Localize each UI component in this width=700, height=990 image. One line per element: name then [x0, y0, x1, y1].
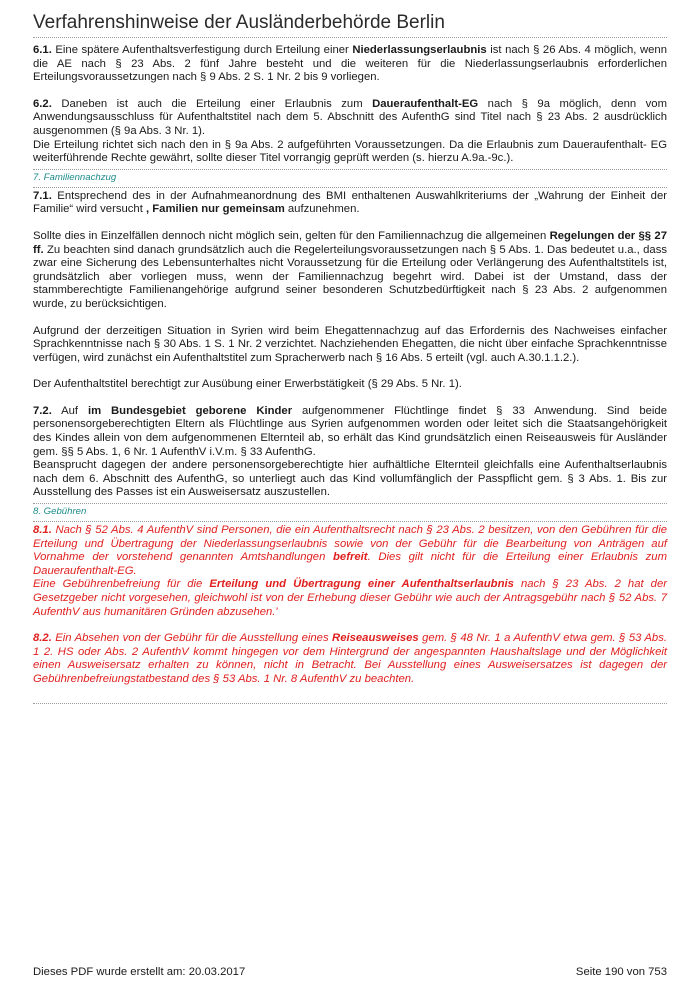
header-divider [33, 37, 667, 38]
paragraph-text: Der Aufenthaltstitel berechtigt zur Ausübung einer Erwerbstätigkeit (§ 29 Abs. 5 Nr. 1). [33, 378, 462, 391]
paragraph-8-1 [33, 524, 667, 619]
footer-page-number: Seite 190 von 753 [575, 966, 667, 978]
paragraph-number: 8.1. [33, 524, 52, 537]
document-body [33, 44, 667, 704]
paragraph-number: 6.1. [33, 44, 52, 56]
paragraph-6-2 [33, 98, 667, 166]
paragraph-bold: Regelungen der §§ 27 ff. [33, 229, 667, 256]
paragraph-text: gem. § 48 Nr. 1 a AufenthV etwa gem. § 53 Abs. 1 2. HS oder Abs. 2 AufenthV kommt hingegen vor dem Hintergrund der angespannten Haushaltslage und der Möglichkeit einen Ausweisersatz erhalten zu können, nicht in Betracht. Bei Ausstellung eines Ausweisersatzes ist dagegen der Gebührenbefreiungstatbestand des § 53 Abs. 1 Nr. 8 AufenthV zu beachten. [33, 632, 667, 685]
paragraph-bold: Daueraufenthalt-EG [372, 97, 479, 110]
section-heading-familiennachzug: 7. Familiennachzug [33, 169, 667, 184]
paragraph-text: ist nach § 26 Abs. 4 möglich, wenn die AE nach § 23 Abs. 2 fünf Jahre besteht und die weiteren für die Niederlassungserlaubnis erforderlichen Erteilungsvoraussetzungen nach § 9 Abs. 2 S. 1 Nr. 2 bis 9 vorliegen. [33, 44, 667, 84]
paragraph-text: Sollte dies in Einzelfällen dennoch nicht möglich sein, gelten für den Familiennachzug die allgemeinen [33, 229, 550, 242]
paragraph-text: Ein Absehen von der Gebühr für die Ausstellung eines [51, 632, 333, 645]
paragraph-7-1-c [33, 325, 667, 366]
paragraph-bold: im Bundesgebiet geborene Kinder [87, 404, 293, 417]
paragraph-7-1 [33, 190, 667, 217]
paragraph-bold: , Familien nur gemeinsam [146, 203, 285, 216]
paragraph-text: Eine spätere Aufenthaltsverfestigung durch Erteilung einer [51, 44, 353, 56]
paragraph-text: Daneben ist auch die Erteilung einer Erlaubnis zum [51, 97, 373, 110]
paragraph-text: Entsprechend des in der Aufnahmeanordnung des BMI enthaltenen Auswahlkriteriums der „Wahrung der Einheit der Familie“ wird versucht [33, 189, 667, 216]
paragraph-bold: Niederlassungserlaubnis [352, 44, 487, 56]
paragraph-bold: befreit [333, 551, 368, 564]
paragraph-text: Auf [51, 404, 88, 417]
paragraph-text: aufgenommener Flüchtlinge findet § 33 Anwendung. Sind beide personensorgeberechtigten Eltern als Flüchtlinge aus Syrien aufgenommen worden oder leitet sich die Staatsangehörigkeit des Kindes allein von dem aufgenommenen Elternteil ab, so erhält das Kind grundsätzlich einen Reiseausweis für Ausländer gem. §§ 5 Abs. 1, 6 Nr. 1 AufenthV i.V.m. § 33 AufenthG. [33, 404, 667, 458]
paragraph-bold: Erteilung und Übertragung einer Aufenthaltserlaubnis [209, 578, 514, 591]
footer-created-date: Dieses PDF wurde erstellt am: 20.03.2017 [33, 966, 246, 978]
paragraph-text: nach § 9a möglich, denn vom Anwendungsausschluss für Aufenthaltstitel nach dem 5. Abschnitt des AufenthG sind Titel nach § 23 Abs. 2 ausdrücklich ausgenommen (§ 9a Abs. 3 Nr. 1). [33, 97, 667, 137]
paragraph-text: Die Erteilung richtet sich nach den in § 9a Abs. 2 aufgeführten Voraussetzungen. Da die Erlaubnis zum Daueraufenthalt- EG weiterführende Rechte gewährt, sollte dieser Titel vorrangig geprüft werden (s. hierzu A.9a.-9c.). [33, 138, 667, 165]
paragraph-text: Eine Gebührenbefreiung für die [33, 578, 210, 591]
paragraph-number: 6.2. [33, 97, 52, 110]
paragraph-7-1-d [33, 378, 667, 392]
paragraph-bold: Reiseausweises [332, 632, 419, 645]
paragraph-7-1-b [33, 230, 667, 312]
paragraph-text: Aufgrund der derzeitigen Situation in Syrien wird beim Ehegattennachzug auf das Erfordernis des Nachweises einfacher Sprachkenntnisse nach § 30 Abs. 1 S. 1 Nr. 2 verzichtet. Nachziehenden Ehegatten, die nicht über einfache Sprachkenntnisse verfügen, wird zunächst ein Aufenthaltstitel zum Spracherwerb nach § 16 Abs. 5 erteilt (vgl. auch A.30.1.1.2.). [33, 324, 667, 364]
paragraph-text: Zu beachten sind danach grundsätzlich auch die Regelerteilungsvoraussetzungen nach § 5 Abs. 1. Das bedeutet u.a., dass zwar eine Sicherung des Lebensunterhaltes nicht Voraussetzung für die Erteilung oder Verlängerung des Aufenthaltstitels ist, grundsätzlich aber vorliegen muss, wenn der Familiennachzug begehrt wird. Dabei ist der Umstand, dass der stammberechtigte Familienangehörige aufgrund seiner besonderen Schutzbedürftigkeit nach § 23 Abs. 2 aufgenommen wurde, zu berücksichtigen. [33, 243, 667, 310]
paragraph-text: aufzunehmen. [284, 203, 360, 216]
paragraph-6-1 [33, 44, 667, 85]
paragraph-7-2 [33, 405, 667, 500]
paragraph-number: 7.1. [33, 189, 52, 202]
section-divider [33, 521, 667, 522]
paragraph-text: Nach § 52 Abs. 4 AufenthV sind Personen, die ein Aufenthaltsrecht nach § 23 Abs. 2 besitzen, von den Gebühren für die Erteilung und Übertragung der Niederlassungserlaubnis sowie von der Gebühr für die Bearbeitung von Anträgen auf Vornahme der vorstehend genannten Amtshandlungen [33, 524, 667, 564]
content-end-divider [33, 703, 667, 704]
paragraph-number: 7.2. [33, 404, 52, 417]
paragraph-8-2 [33, 632, 667, 686]
paragraph-text: nach § 23 Abs. 2 hat der Gesetzgeber nicht vorgesehen, gleichwohl ist von der Erhebung dieser Gebühr wie auch der Antragsgebühr nach § 52 Abs. 7 AufenthV aus humanitären Gründen abzusehen.' [33, 578, 668, 618]
section-divider [33, 187, 667, 188]
section-heading-gebuehren: 8. Gebühren [33, 503, 667, 518]
page-title: Verfahrenshinweise der Ausländerbehörde Berlin [33, 12, 445, 33]
paragraph-number: 8.2. [33, 632, 52, 645]
paragraph-text: . Dies gilt nicht für die Erteilung einer Erlaubnis zum Daueraufenthalt-EG. [33, 551, 667, 577]
paragraph-text: Beansprucht dagegen der andere personensorgeberechtigte hier aufhältliche Elternteil gleichfalls eine Aufenthaltserlaubnis nach dem 6. Abschnitt des AufenthG, so unterliegt auch das Kind vollumfänglich der Passpflicht gem. § 3 Abs. 1. Bis zur Ausstellung des Passes ist ein Ausweisersatz auszustellen. [33, 459, 667, 499]
